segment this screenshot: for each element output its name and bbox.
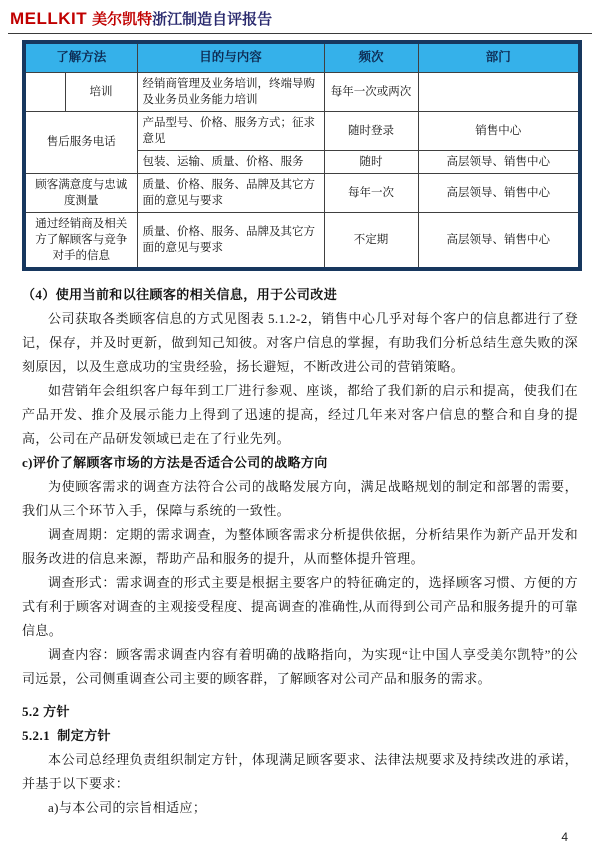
col-header-purpose: 目的与内容 [137, 42, 324, 72]
heading-evaluate-method: c)评价了解顾客市场的方法是否适合公司的战略方向 [22, 455, 328, 471]
department-cell: 高层领导、销售中心 [418, 150, 580, 173]
method-cell: 培训 [65, 72, 137, 111]
paragraph-info-collection: 公司获取各类顾客信息的方式见图表 5.1.2-2，销售中心几乎对每个客户的信息都进行了登记，保存，并及时更新，做到知己知彼。对客户信息的掌握，有助我们分析总结生意失败的深刻原因，以及生意成功的宝贵经验，扬长避短，不断改进公司的营销策略。 [22, 311, 578, 375]
department-cell [418, 72, 580, 111]
purpose-cell: 经销商管理及业务培训，终端导购及业务员业务能力培训 [137, 72, 324, 111]
frequency-cell: 随时登录 [324, 111, 418, 150]
method-cell: 通过经销商及相关方了解顾客与竞争对手的信息 [24, 213, 137, 270]
method-subcell-empty [24, 72, 65, 111]
paragraph-survey-cycle: 调查周期：定期的需求调查，为整体顾客需求分析提供依据，分析结果作为新产品开发和服务改进的信息来源，帮助产品和服务的提升，从而整体提升管理。 [22, 527, 578, 567]
purpose-cell: 质量、价格、服务、品牌及其它方面的意见与要求 [137, 173, 324, 212]
document-content [22, 283, 578, 820]
purpose-cell: 包装、运输、质量、价格、服务 [137, 150, 324, 173]
heading-5-2-1-make-policy: 5.2.1 制定方针 [22, 728, 111, 744]
frequency-cell: 每年一次 [324, 173, 418, 212]
col-header-frequency: 频次 [324, 42, 418, 72]
paragraph-strategy-alignment: 为使顾客需求的调查方法符合公司的战略发展方向，满足战略规划的制定和部署的需要，我们从三个环节入手，保障与系统的一致性。 [22, 479, 578, 519]
paragraph-marketing-meeting: 如营销年会组织客户每年到工厂进行参观、座谈，都给了我们新的启示和提高，使我们在产品开发、推介及展示能力上得到了迅速的提高，经过几年来对客户信息的整合和自身的提高，公司在产品研发领域已走在了行业先列。 [22, 383, 578, 447]
table-row-distributor [24, 213, 580, 270]
table-header-row [24, 42, 580, 72]
paragraph-policy-requirements: 本公司总经理负责组织制定方针，体现满足顾客要求、法律法规要求及持续改进的承诺，并基于以下要求： [22, 752, 578, 792]
customer-info-methods-table [22, 40, 582, 271]
heading-5-2-policy: 5.2 方针 [22, 704, 70, 720]
col-header-department: 部门 [418, 42, 580, 72]
method-cell: 顾客满意度与忠诚度测量 [24, 173, 137, 212]
list-item-a: a)与本公司的宗旨相适应； [48, 800, 207, 816]
brand-logo: MELLKIT [10, 9, 88, 28]
page-body [0, 40, 600, 820]
page-title: 浙江制造自评报告 [152, 12, 273, 28]
document-header [8, 8, 592, 34]
purpose-cell: 产品型号、价格、服务方式；征求意见 [137, 111, 324, 150]
method-cell: 售后服务电话 [24, 111, 137, 173]
table-row-aftersales-1 [24, 111, 580, 150]
col-header-method: 了解方法 [24, 42, 137, 72]
paragraph-survey-content: 调查内容：顾客需求调查内容有着明确的战略指向，为实现“让中国人享受美尔凯特”的公司远景，公司侧重调查公司主要的顾客群，了解顾客对公司产品和服务的需求。 [22, 647, 578, 687]
heading-use-customer-info: （4）使用当前和以往顾客的相关信息，用于公司改进 [22, 287, 338, 303]
table-row-satisfaction [24, 173, 580, 212]
purpose-cell: 质量、价格、服务、品牌及其它方面的意见与要求 [137, 213, 324, 270]
frequency-cell: 每年一次或两次 [324, 72, 418, 111]
department-cell: 高层领导、销售中心 [418, 173, 580, 212]
page-number: 4 [561, 830, 568, 844]
page-title-brand: 美尔凯特 [92, 12, 153, 28]
department-cell: 销售中心 [418, 111, 580, 150]
table-row-training [24, 72, 580, 111]
frequency-cell: 随时 [324, 150, 418, 173]
frequency-cell: 不定期 [324, 213, 418, 270]
department-cell: 高层领导、销售中心 [418, 213, 580, 270]
paragraph-survey-form: 调查形式：需求调查的形式主要是根据主要客户的特征确定的，选择顾客习惯、方便的方式有利于顾客对调查的主观接受程度、提高调查的准确性,从而得到公司产品和服务提升的可靠信息。 [22, 575, 578, 639]
document-page [0, 8, 600, 844]
